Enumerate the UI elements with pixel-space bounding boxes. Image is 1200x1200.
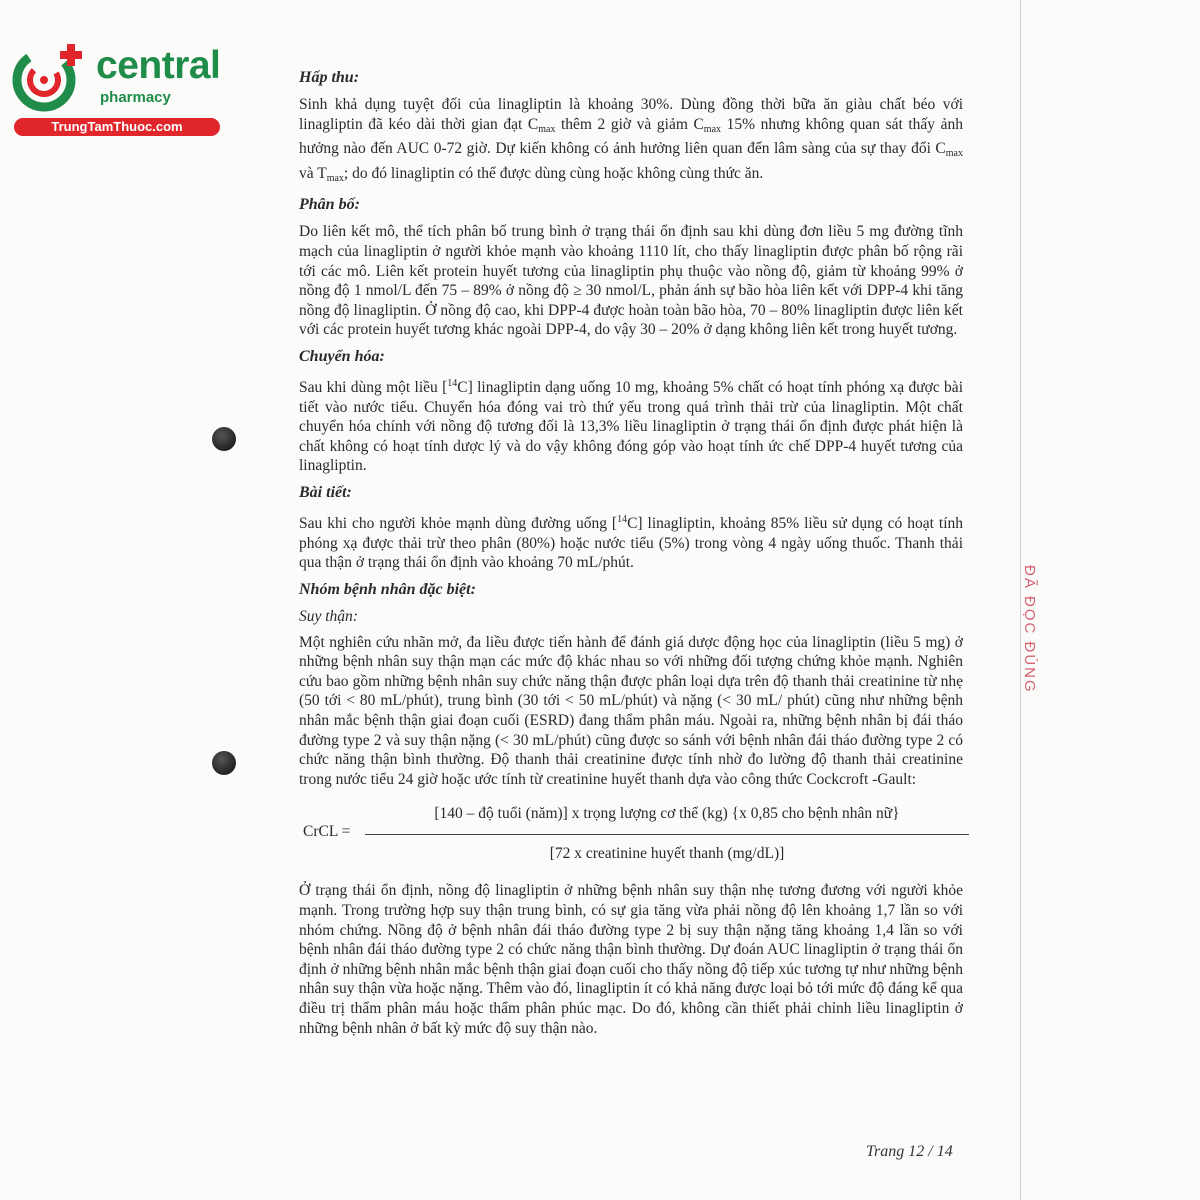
heading-special-populations: Nhóm bệnh nhân đặc biệt: (299, 580, 476, 598)
punch-hole (212, 427, 236, 451)
page-number: Trang 12 / 14 (866, 1143, 953, 1160)
heading-distribution: Phân bố: (299, 196, 360, 214)
heading-absorption: Hấp thu: (299, 69, 360, 86)
subheading-renal-impairment: Suy thận: (299, 607, 358, 625)
heading-metabolism: Chuyển hóa: (299, 347, 385, 365)
brand-url: TrungTamThuoc.com (14, 118, 220, 136)
formula-denominator: [72 x creatinine huyết thanh (mg/dL)] (549, 845, 785, 863)
formula-label: CrCL = (303, 823, 351, 841)
fraction-line (365, 834, 969, 835)
cockcroft-gault-formula (299, 801, 963, 867)
paragraph-excretion: Sau khi cho người khỏe mạnh dùng đường uống [$^{14}$C] linagliptin, khoảng 85% liều sử dụng có hoạt tính phóng xạ được thải trừ theo phân (80%) hoặc nước tiểu (5%) trong vòng 4 ngày uống thuốc. Thanh thải qua thận ở trạng thái ổn định vào khoảng 70 mL/phút. (299, 513, 963, 572)
paragraph-metabolism: Sau khi dùng một liều [$^{14}$C] linagliptin dạng uống 10 mg, khoảng 5% chất có hoạt tính phóng xạ được bài tiết vào nước tiểu. Chuyển hóa đóng vai trò thứ yếu trong quá trình thải trừ của linagliptin. Một chất chuyển hóa chính với nồng độ tương đối là 13,3% liều linagliptin ở trạng thái ổn định được phát hiện là chất không có hoạt tính dược lý và do vậy không đóng góp vào hoạt tính ức chế DPP-4 huyết tương của linagliptin. (299, 377, 963, 475)
paragraph-distribution: Do liên kết mô, thể tích phân bố trung bình ở trạng thái ổn định sau khi dùng đơn liều 5 mg đường tĩnh mạch của linagliptin ở người khỏe mạnh vào khoảng 1110 lít, cho thấy linagliptin được phân bố rộng rãi tới các mô. Liên kết protein huyết tương của linagliptin phụ thuộc vào nồng độ, giảm từ khoảng 99% ở nồng độ 1 nmol/L đến 75 – 89% ở nồng độ ≥ 30 nmol/L, phản ánh sự bão hòa liên kết với DPP-4 khi tăng nồng độ linagliptin. Ở nồng độ cao, khi DPP-4 được hoàn toàn bão hòa, 70 – 80% linagliptin được liên kết với các protein huyết tương khác ngoài DPP-4, do vậy 30 – 20% ở dạng không liên kết trong huyết tương. (299, 223, 963, 339)
paragraph-absorption: Sinh khả dụng tuyệt đối của linagliptin là khoảng 30%. Dùng đồng thời bữa ăn giàu chất béo với linagliptin đã kéo dài thời gian đạt $C_{max}$ thêm 2 giờ và giảm $C_{max}$ 15% nhưng không quan sát thấy ảnh hưởng nào đến AUC 0-72 giờ. Dự kiến không có ảnh hưởng liên quan đến lâm sàng của sự thay đổi $C_{max}$ và $T_{max}$; do đó linagliptin có thể được dùng cùng hoặc không cùng thức ăn. (299, 96, 963, 184)
paragraph-renal-steady-state: Ở trạng thái ổn định, nồng độ linagliptin ở những bệnh nhân suy thận nhẹ tương đương với người khỏe mạnh. Trong trường hợp suy thận trung bình, có sự gia tăng vừa phải nồng độ lên khoảng 1,7 lần so với nhóm chứng. Nồng độ ở bệnh nhân đái tháo đường type 2 bị suy thận nặng tăng khoảng 1,4 lần so với bệnh nhân đái tháo đường type 2 có chức năng thận bình thường. Dự đoán AUC linagliptin ở trạng thái ổn định ở những bệnh nhân mắc bệnh thận giai đoạn cuối cho thấy nồng độ tiếp xúc tương tự như những bệnh nhân suy thận vừa hoặc nặng. Thêm vào đó, linagliptin ít có khả năng được loại bỏ tới mức độ đáng kể qua điều trị thẩm phân máu hoặc thẩm phân phúc mạc. Do đó, không cần thiết phải chỉnh liều linagliptin ở những bệnh nhân ở bất kỳ mức độ suy thận nào. (299, 882, 963, 1037)
brand-logo (10, 38, 221, 138)
formula-numerator: [140 – độ tuổi (năm)] x trọng lượng cơ thể (kg) {x 0,85 cho bệnh nhân nữ} (434, 805, 900, 823)
punch-hole (212, 751, 236, 775)
heading-excretion: Bài tiết: (299, 483, 352, 501)
handwritten-stamp: ĐÃ ĐỌC ĐÚNG (1021, 565, 1038, 694)
brand-name: central (96, 44, 221, 87)
document-body (299, 68, 963, 1045)
brand-subtitle: pharmacy (100, 89, 171, 106)
pharmacy-logo-icon (10, 38, 88, 116)
paragraph-renal-impairment: Một nghiên cứu nhãn mở, đa liều được tiến hành để đánh giá dược động học của linagliptin (liều 5 mg) ở những bệnh nhân suy thận mạn các mức độ khác nhau so với những đối tượng chứng khỏe mạnh. Nghiên cứu bao gồm những bệnh nhân suy chức năng thận được phân loại dựa trên độ thanh thải creatinine từ nhẹ (50 tới < 80 mL/phút), trung bình (30 tới < 50 mL/phút) và nặng (< 30 mL/ phút) cũng như những bệnh nhân mắc bệnh thận giai đoạn cuối (ESRD) đang thẩm phân máu. Ngoài ra, những bệnh nhân bị đái tháo đường type 2 và suy thận nặng (< 30 mL/phút) cũng được so sánh với bệnh nhân đái tháo đường type 2 có chức năng thận bình thường. Độ thanh thải creatinine được tính nhờ đo lường độ thanh thải creatinine trong nước tiểu 24 giờ hoặc ước tính từ creatinine huyết thanh dựa vào công thức Cockcroft -Gault: (299, 633, 963, 788)
